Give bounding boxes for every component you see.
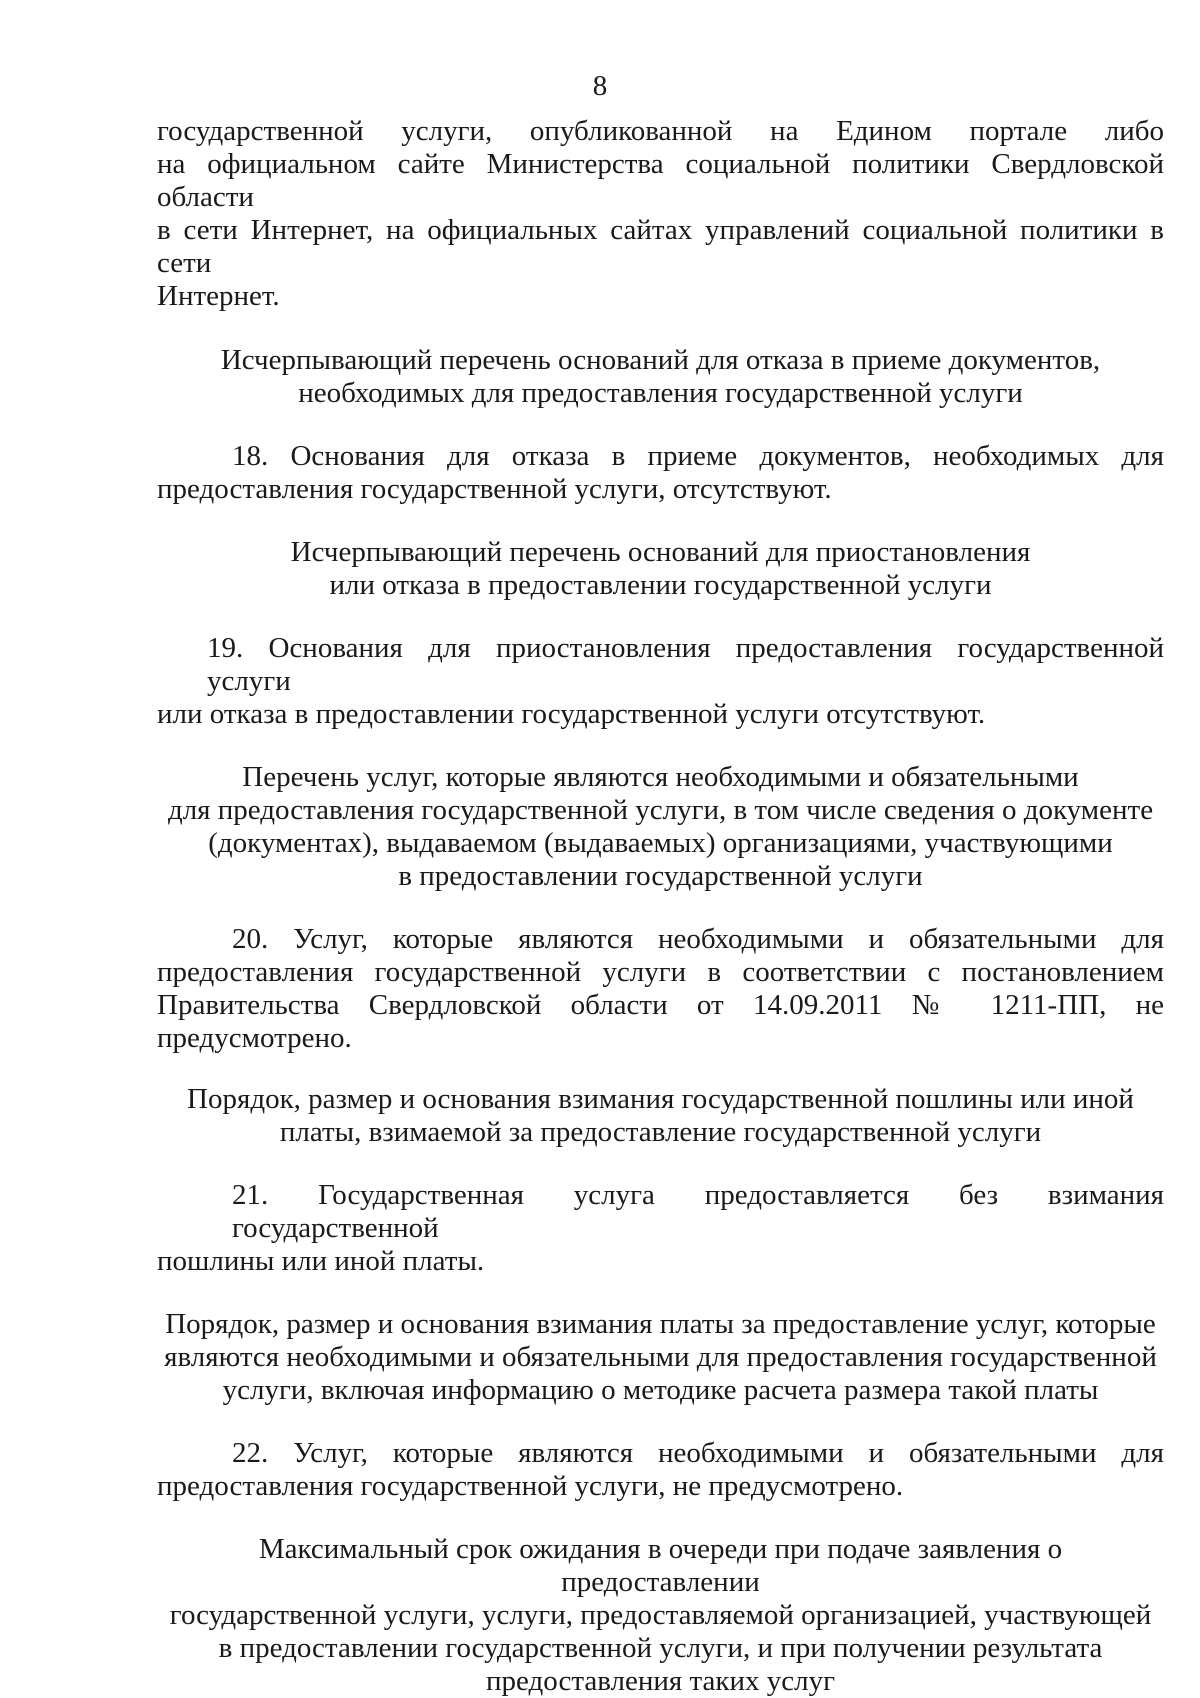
paragraph-22 <box>157 1437 1164 1503</box>
heading-line: Исчерпывающий перечень оснований для отказа в приеме документов, <box>220 344 1101 376</box>
heading-line: являются необходимыми и обязательными для предоставления государственной <box>164 1341 1157 1373</box>
heading-line: необходимых для предоставления государственной услуги <box>298 377 1023 409</box>
text-line: или отказа в предоставлении государственной услуги отсутствуют. <box>157 698 986 730</box>
section-heading-state-fee <box>157 1083 1164 1149</box>
text-line: Правительства Свердловской области от 14.09.2011 № 1211-ПП, не предусмотрено. <box>157 989 1164 1054</box>
paragraph-20 <box>157 923 1164 1055</box>
text-line: 20. Услуг, которые являются необходимыми и обязательными для <box>232 923 1164 955</box>
heading-line: Перечень услуг, которые являются необходимыми и обязательными <box>242 761 1079 793</box>
text-line: государственной услуги, опубликованной на Едином портале либо <box>157 115 1164 147</box>
heading-line: (документах), выдаваемом (выдаваемых) организациями, участвующими <box>208 827 1113 859</box>
text-line: 18. Основания для отказа в приеме документов, необходимых для <box>232 440 1164 472</box>
heading-line: Максимальный срок ожидания в очереди при подаче заявления о предоставлении <box>258 1533 1063 1598</box>
text-line: Интернет. <box>157 280 280 312</box>
heading-line: Исчерпывающий перечень оснований для приостановления <box>290 536 1031 568</box>
heading-line: в предоставлении государственной услуги <box>398 860 923 892</box>
heading-line: услуги, включая информацию о методике расчета размера такой платы <box>222 1374 1099 1406</box>
paragraph-18 <box>157 440 1164 506</box>
heading-line: предоставления таких услуг <box>485 1665 836 1697</box>
section-heading-suspension <box>157 536 1164 602</box>
section-heading-service-fee <box>157 1308 1164 1407</box>
heading-line: или отказа в предоставлении государственной услуги <box>329 569 992 601</box>
paragraph-21 <box>157 1179 1164 1278</box>
text-line: 21. Государственная услуга предоставляется без взимания государственной <box>232 1179 1164 1244</box>
heading-line: платы, взимаемой за предоставление государственной услуги <box>279 1116 1042 1148</box>
text-line: на официальном сайте Министерства социальной политики Свердловской области <box>157 148 1164 213</box>
text-line: предоставления государственной услуги, не предусмотрено. <box>157 1470 904 1502</box>
paragraph-19 <box>157 632 1164 731</box>
text-line: 22. Услуг, которые являются необходимыми и обязательными для <box>232 1437 1164 1469</box>
text-line: в сети Интернет, на официальных сайтах управлений социальной политики в сети <box>157 214 1164 279</box>
text-line: 19. Основания для приостановления предоставления государственной услуги <box>207 632 1164 697</box>
page-number: 8 <box>592 70 608 102</box>
heading-line: в предоставлении государственной услуги, и при получении результата <box>218 1632 1103 1664</box>
text-line: предоставления государственной услуги, отсутствуют. <box>157 473 832 505</box>
heading-line: государственной услуги, услуги, предоставляемой организацией, участвующей <box>169 1599 1152 1631</box>
document-body <box>157 115 1164 1698</box>
text-line: предоставления государственной услуги в соответствии с постановлением <box>157 956 1164 988</box>
section-heading-required-services <box>157 761 1164 893</box>
heading-line: Порядок, размер и основания взимания государственной пошлины или иной <box>187 1083 1134 1115</box>
heading-line: для предоставления государственной услуги, в том числе сведения о документе <box>167 794 1154 826</box>
text-line: пошлины или иной платы. <box>157 1245 485 1277</box>
paragraph-intro <box>157 115 1164 313</box>
section-heading-max-wait-time <box>157 1533 1164 1698</box>
heading-line: Порядок, размер и основания взимания платы за предоставление услуг, которые <box>165 1308 1156 1340</box>
section-heading-refusal-documents <box>157 344 1164 410</box>
